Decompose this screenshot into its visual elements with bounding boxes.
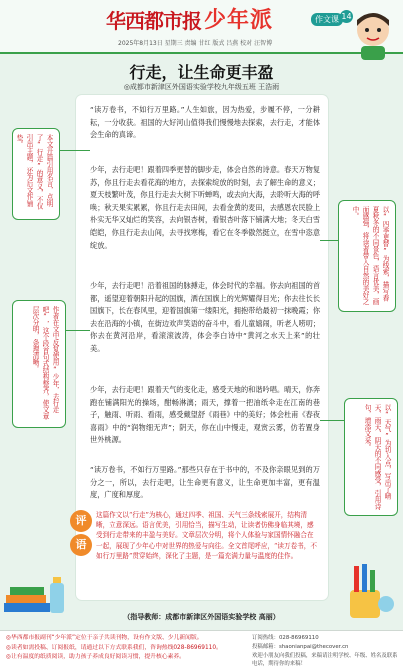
page-number: 14 <box>341 12 352 21</box>
note-right-bottom: 以“天气”为切入点，写出了晴天、雨天、阴天的不同感受，引用诗句，增添文采。 <box>344 398 398 516</box>
footer-notice <box>6 634 246 663</box>
note-left-top: 本文开篇引用名言，点明了“行走”的意义，不仅引出主题，还为后文作铺垫。 <box>12 128 60 220</box>
teacher-comment: 这篇作文以“行走”为核心，通过四季、祖国、天气三条线索展开，结构清晰，立意深远。语言优美，引用恰当，描写生动，让读者仿佛身临其境，感受到行走带来的丰盈与美好。文章层次分明，将个人体验与家国情怀融合在一起，展现了少年心中对世界的热爱与向往。全文首尾呼应，“读万卷书，不如行万里路”贯穿始终，深化了主题，是一篇充满力量与温度的佳作。 <box>96 511 317 560</box>
footer <box>0 630 403 671</box>
issue-info: 2025年8月13日 星期三 责编 甘红 版式 吕燕 校对 汪智博 <box>118 40 273 47</box>
paragraph-2: 少年，去行走吧！跟着四季更替的脚步走，体会自然的诗意。春天万物复苏，你且行走去看花海的地方，去探索绽放的时刻，去了解生命的意义；夏天枝繁叶茂，你且行走去大树下听蝉鸣，或去向大海，去聆听大海的呼唤；秋天果实累累，你且行走去田间，去看金黄的麦田，去感恩农民脸上朴实无华又灿烂的笑容，去向银杏树，看银杏叶落下铺满大地；冬天白雪皑皑，你且行走去山间，去寻找寒梅，看它在冬季傲然挺立，在雪中恣意绽放。 <box>90 165 321 250</box>
footer-notice-line: ◎让有温度的纸质阅读，助力孩子养成良好阅读习惯，提升核心素养。 <box>6 654 185 661</box>
footer-notice-line: ◎华西都市报副刊“少年派”定位于亲子共读刊物，设有作文版、少儿新闻版。 <box>6 635 203 641</box>
paragraph-4: 少年，去行走吧！跟着天气的变化走，感受天地的和谐吟唱。晴天，你奔跑在铺满阳光的操场，酣畅淋漓；雨天，撑着一把油纸伞走在江南的巷子，触雨、听雨、看雨，感受戴望舒《雨巷》中的美好；体会杜甫《春夜喜雨》中的“润物细无声”；阴天，你在山中慢走，观赏云雾，仿若置身世外桃源。 <box>90 385 321 445</box>
note-connector <box>320 240 338 241</box>
books-illustration-icon <box>2 565 72 620</box>
note-connector <box>60 150 90 151</box>
pencil-cup-illustration-icon <box>330 560 400 620</box>
submission-invite: 欢迎小朋友向我们投稿，来稿请注明学校、年级、姓名及联系电话，期待你的来稿！ <box>252 652 398 668</box>
subscription-hotline: 订阅热线：028-86969110 <box>252 635 319 641</box>
paragraph-5: “读万卷书，不如行万里路。”那些只存在于书中的，不及你亲眼见到的万分之一，所以，去行走吧，让生命更有意义，让生命更加丰富，更有温度，广度和厚度。 <box>90 465 320 500</box>
note-connector <box>320 420 344 421</box>
note-left-mid: 作者在文中反复使用“少年，去行走吧”，这个段首句式结构整齐，使文章层次分明，条理清晰。 <box>12 300 66 428</box>
section-title: 少年派 <box>204 8 274 33</box>
newspaper-logo: 华西都市报 <box>106 9 201 33</box>
submission-email: 投稿邮箱：shaonianpai@thecover.cn <box>252 643 349 650</box>
footer-notice-line: ◎读者如需投稿、订阅报纸，请通过以下方式联系我们，咨询热线028-86969110。 <box>6 644 222 651</box>
footer-contact <box>252 634 398 669</box>
paragraph-3: 少年，去行走吧！沿着祖国的脉搏走，体会时代的幸福。你去向祖国的首都，遥望迎着朝阳升起的国旗，洒在国旗上的光辉耀得目光；你去往长长国旗下，长在春风里，迎着国旗第一缕阳光，拥抱带给最初一抹晚霞；你去在沿海的小镇，在街边欢声笑语的奋斗中，看儿童嬉闹，听老人唠叨；你去在黄河沿岸，看滚滚波涛，体会李白诗中“黄河之水天上来”的壮美。 <box>90 281 321 353</box>
note-connector <box>66 330 90 331</box>
column-badge: 作文课 <box>311 13 343 26</box>
comment-label-yu: 语 <box>70 534 92 556</box>
article-title: 行走，让生命更丰盈 <box>129 63 274 82</box>
comment-label-ping: 评 <box>70 510 92 532</box>
note-right-top: 以“四季更替”为线索，描写春夏秋冬的不同景色，语言优美，画面感强，将读者带入自然的美好之中。 <box>338 200 396 312</box>
teacher-credit: （指导教师：成都市新津区外国语实验学校 高丽） <box>123 613 280 621</box>
paragraph-1: “读万卷书，不如行万里路。”人生如旅，因为热爱，步履不停，一分耕耘，一分收获。祖国的大好河山值得我们慢慢地去探索，去行走，才能体会生命的真谛。 <box>90 105 321 140</box>
article-author: ◎成都市新津区外国语实验学校九年级五班 王浩雨 <box>123 83 280 91</box>
masthead-divider <box>0 52 403 54</box>
masthead <box>0 0 403 52</box>
